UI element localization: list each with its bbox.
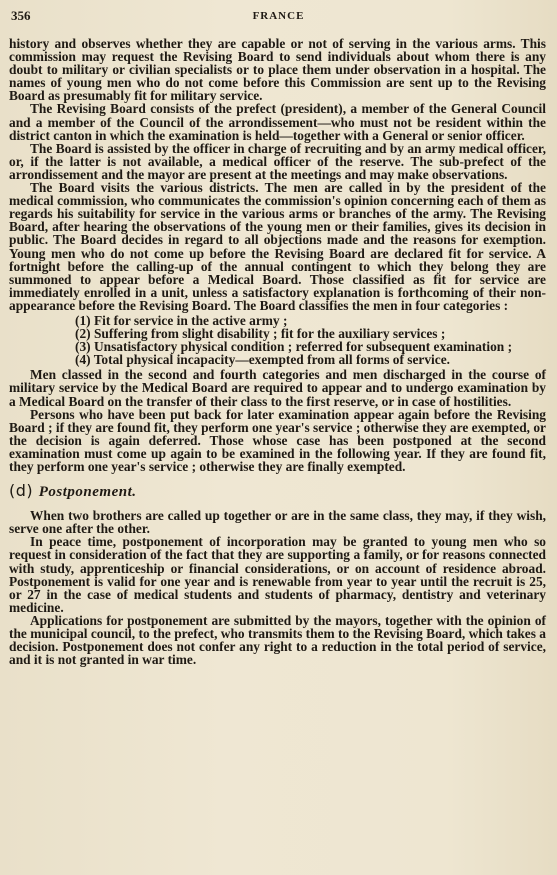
paragraph: history and observes whether they are capable or not of serving in the various arms. This commission may request the Revising Board to send individuals about whom there is any doubt to military or civilian specialists or to place them under observation in a hospital. The names of young men who do not come before this Commission are sent up to the Revising Board as presumably fit for military service. — [9, 36, 546, 104]
category-list — [9, 314, 546, 366]
paragraph: Persons who have been put back for later examination appear again before the Revising Board ; if they are found fit, they perform one year's service ; otherwise they are exempted, or the decision is again deferred. Those whose case has been postponed at the second examination must come up again to be examined in the following year. If they are found fit, they perform one year's service ; otherwise they are finally exempted. — [9, 406, 546, 474]
paragraph: Men classed in the second and fourth categories and men discharged in the course of military service by the Medical Board are required to appear and to undergo examination by a Medical Board on the transfer of their class to the first reserve, or in case of hostilities. — [9, 367, 546, 409]
list-item: (2) Suffering from slight disability ; fit for the auxiliary services ; — [75, 326, 446, 342]
paragraph: The Board is assisted by the officer in charge of recruiting and by an army medical officer, or, if the latter is not available, a medical officer of the reserve. The sub-prefect of the arrondissement and the mayor are present at the meetings and may make observations. — [9, 140, 546, 182]
paragraph: In peace time, postponement of incorporation may be granted to young men who so request in consideration of the fact that they are supporting a family, or for reasons connected with study, apprenticeship or financial considerations, or on account of residence abroad. Postponement is valid for one year and is renewable from year to year until the recruit is 25, or 27 in the case of medical students and students of pharmacy, dentistry and veterinary medicine. — [9, 534, 546, 615]
page-body — [9, 37, 546, 666]
page-number: 356 — [11, 8, 31, 23]
paragraph: The Revising Board consists of the prefect (president), a member of the General Council and a member of the Council of the arrondissement—who must not be resident within the district canton in which the examination is held—together with a General or senior officer. — [9, 101, 546, 143]
paragraph: The Board visits the various districts. The men are called in by the president of the medical commission, who communicates the commission's opinion concerning each of them as regards his suitability for service in the various arms or branches of the army. The Revising Board, after hearing the observations of the young men or their families, gives its decision in public. The Board decides in regard to all objections made and the reasons for exemption. Young men who do not come up before the Revising Board are declared fit for service. A fortnight before the calling-up of the annual contingent to which they belong they are summoned to appear before a Medical Board. Those classified as fit for service are immediately enrolled in a unit, unless a satisfactory explanation is forthcoming of their non-appearance before the Revising Board. The Board classifies the men in four categories : — [9, 180, 546, 313]
section-marker: (d) — [9, 481, 34, 501]
list-item: (3) Unsatisfactory physical condition ; referred for subsequent examination ; — [75, 339, 513, 355]
section-title: Postponement. — [38, 484, 137, 501]
running-title: FRANCE — [252, 10, 305, 22]
paragraph: When two brothers are called up together or are in the same class, they may, if they wish, serve one after the other. — [9, 508, 546, 537]
list-item: (4) Total physical incapacity—exempted from all forms of service. — [75, 352, 451, 368]
paragraph: Applications for postponement are submitted by the mayors, together with the opinion of the municipal council, to the prefect, who transmits them to the Revising Board, which takes a decision. Postponement does not confer any right to a reduction in the total period of service, and it is not granted in war time. — [9, 612, 546, 668]
list-item: (1) Fit for service in the active army ; — [75, 312, 288, 328]
section-heading — [9, 481, 546, 501]
